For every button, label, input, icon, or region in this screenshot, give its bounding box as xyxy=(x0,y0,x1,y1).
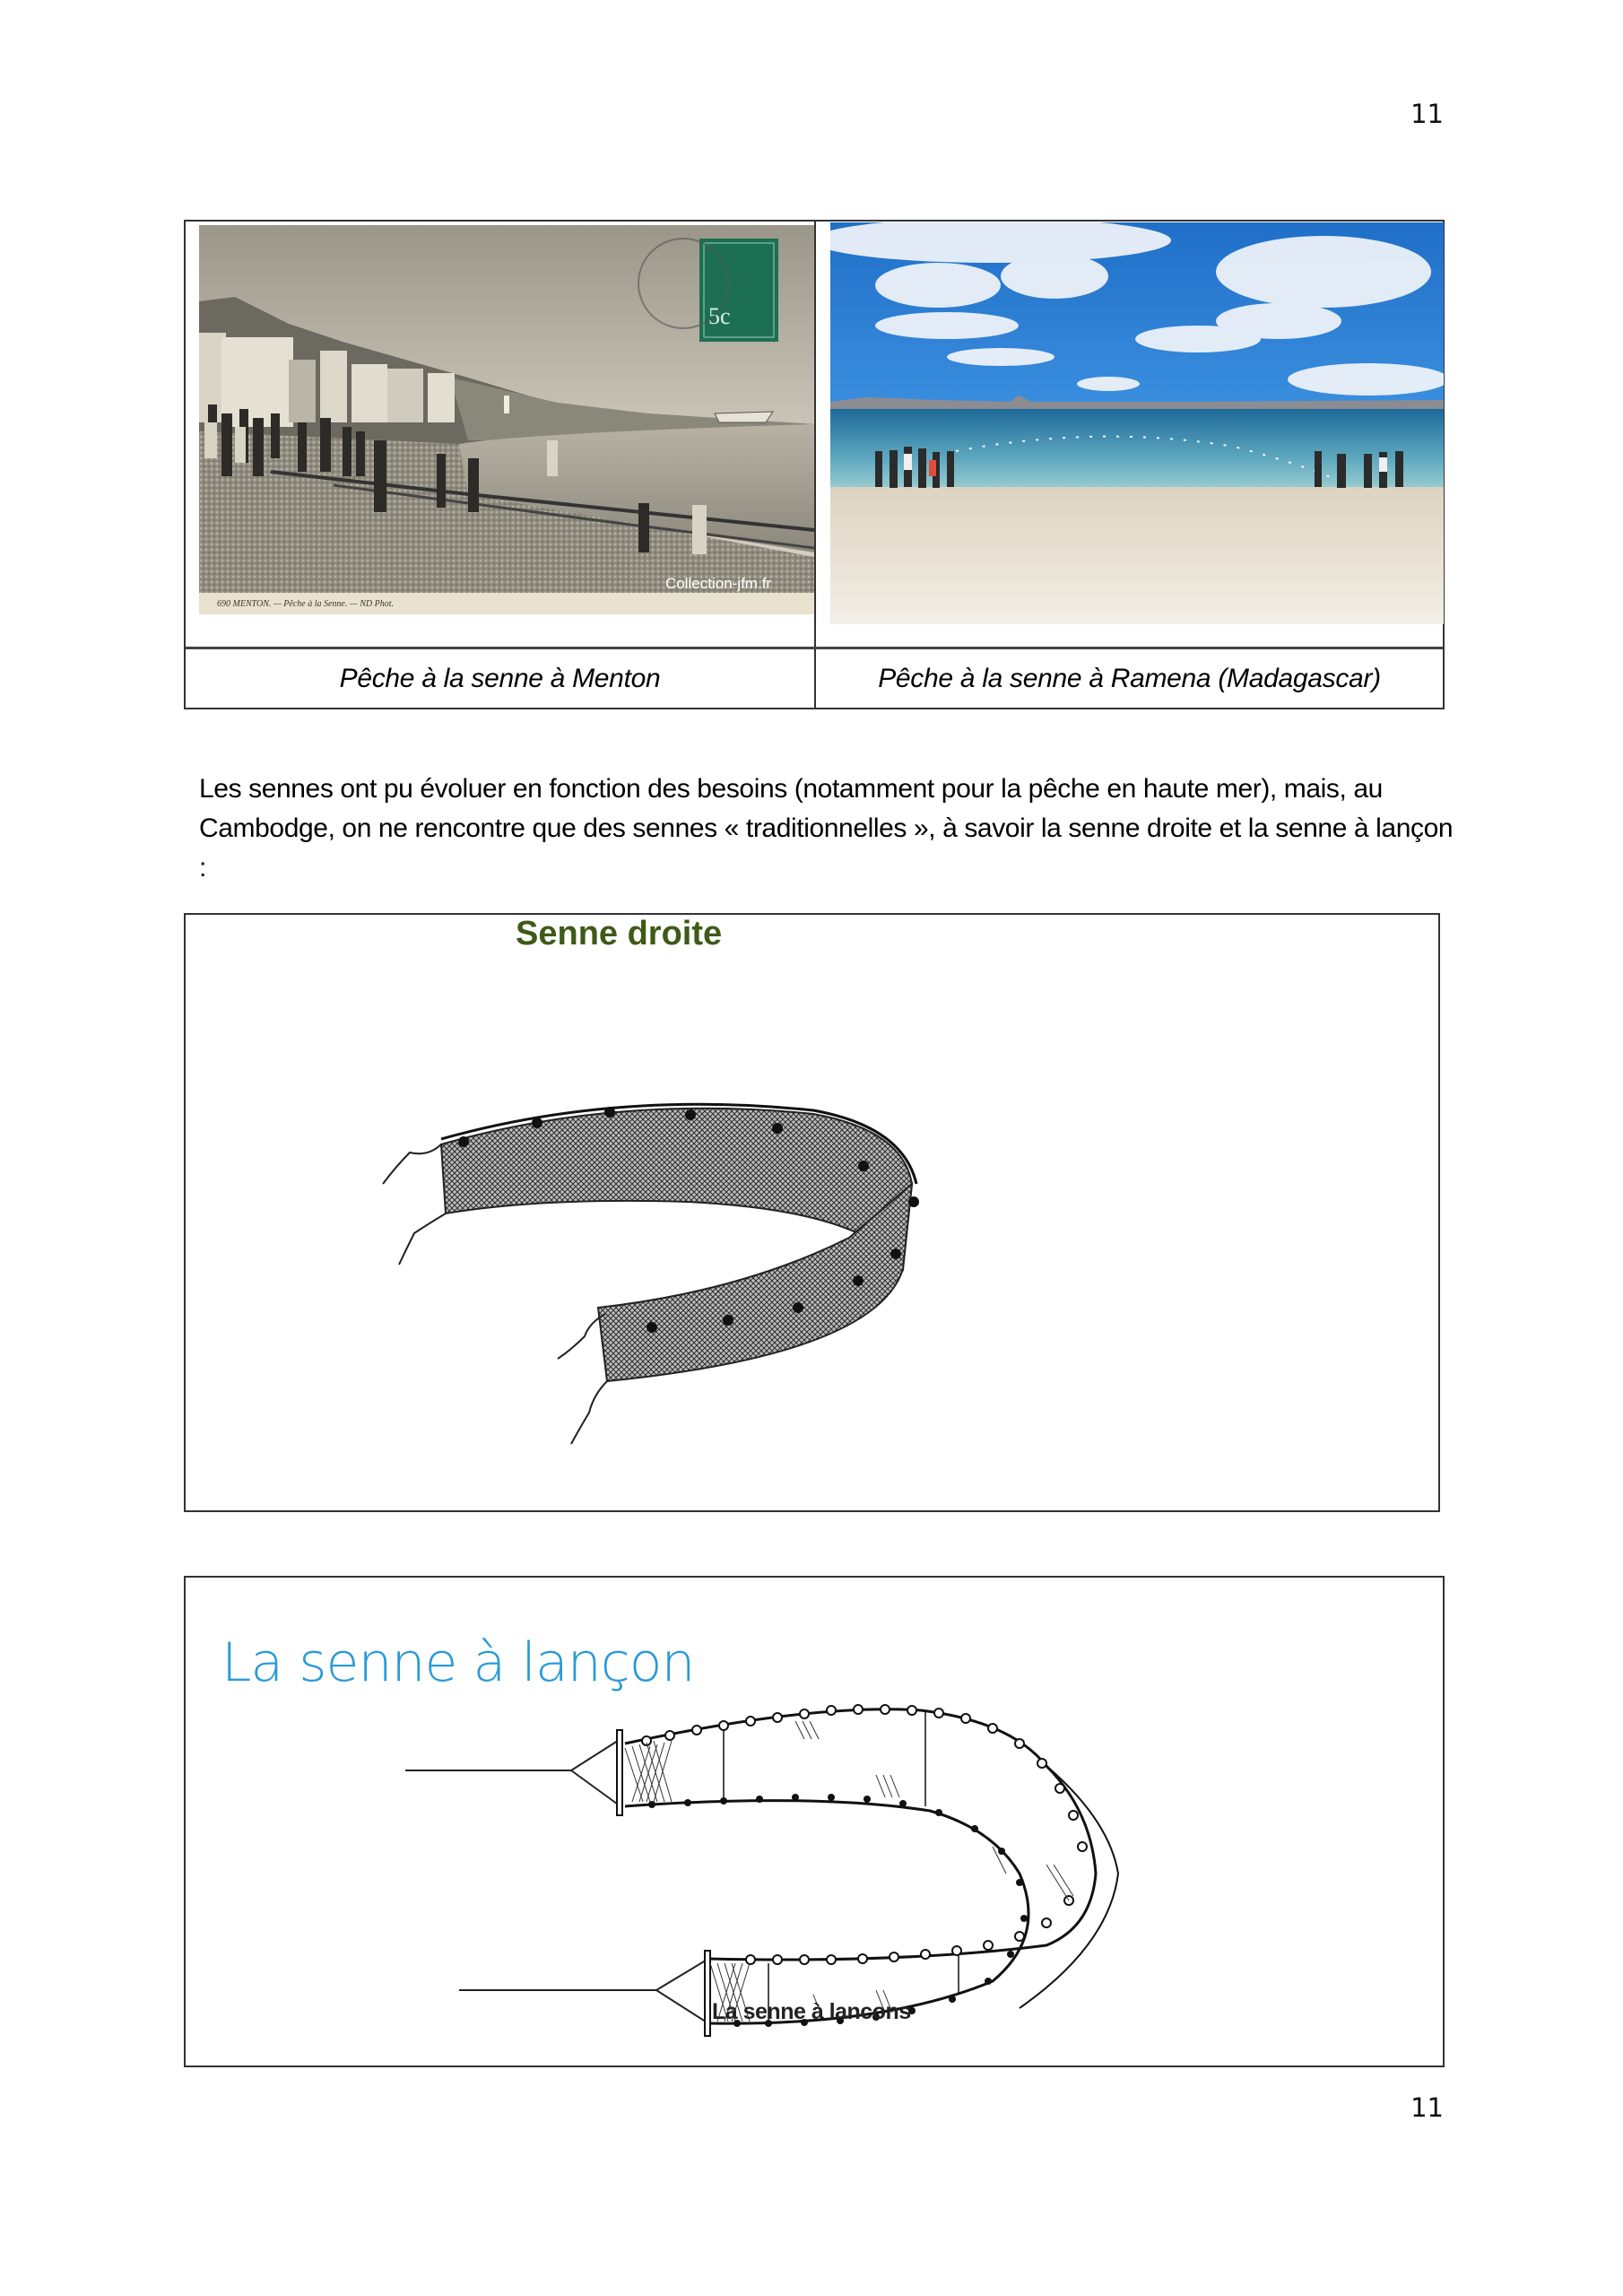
senne-lancon-diagram xyxy=(186,1578,1445,2067)
figure-title-senne-droite: Senne droite xyxy=(516,915,723,952)
postcard-text: 690 MENTON. — Pêche à la Senne. — ND Phot. xyxy=(217,599,395,609)
page-number-top: 11 xyxy=(1410,99,1444,129)
caption-menton: Pêche à la senne à Menton xyxy=(339,663,661,693)
photo-table xyxy=(184,220,1445,709)
figure-title-senne-lancon: La senne à lançon xyxy=(221,1631,695,1694)
ramena-beach-photo xyxy=(830,222,1444,624)
menton-postcard-photo xyxy=(199,225,814,614)
stamp-value: 5c xyxy=(708,303,731,329)
body-paragraph: Les sennes ont pu évoluer en fonction des besoins (notamment pour la pêche en haute mer), mais, au Cambodge, on ne rencontre que des sennes « traditionnelles », à savoir la senne droite et la senne à lançon : xyxy=(199,774,1454,883)
caption-ramena: Pêche à la senne à Ramena (Madagascar) xyxy=(878,663,1381,693)
figure-senne-droite xyxy=(184,913,1440,1512)
watermark: Collection-jfm.fr xyxy=(665,575,772,592)
figure-caption-senne-lancons: La senne à lancons xyxy=(712,1999,911,2024)
senne-droite-diagram xyxy=(186,915,1440,1512)
page-number-bottom: 11 xyxy=(1410,2092,1444,2123)
figure-senne-lancon xyxy=(184,1576,1445,2067)
table-column-divider xyxy=(814,222,816,708)
